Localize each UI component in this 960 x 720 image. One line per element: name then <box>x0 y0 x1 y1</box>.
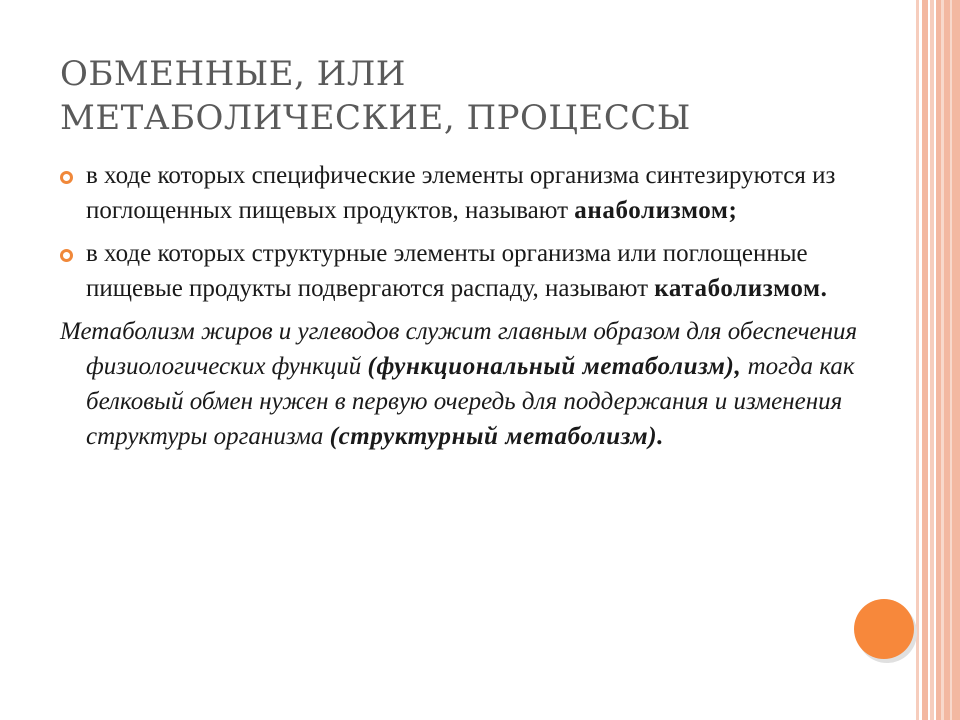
decorative-stripe <box>941 0 944 720</box>
paragraph-term-1: (функциональный метаболизм), <box>367 353 742 380</box>
title-line-2: МЕТАБОЛИЧЕСКИЕ, ПРОЦЕССЫ <box>60 98 691 138</box>
slide-title <box>60 52 900 140</box>
bullet-term: анаболизмом; <box>574 197 738 224</box>
decorative-stripe <box>930 0 934 720</box>
decorative-stripe <box>916 0 919 720</box>
orange-circle-decoration <box>854 599 914 659</box>
bullet-text: в ходе которых специфические элементы организма синтезируются из поглощенных пищевых продуктов, называют <box>86 162 836 224</box>
bullet-text: в ходе которых структурные элементы организма или поглощенные пищевые продукты подвергаются распаду, называют <box>86 240 808 302</box>
metabolism-paragraph <box>60 314 860 454</box>
paragraph-text-2: тогда как белковый обмен нужен в первую очередь для поддержания и изменения структуры организма <box>86 353 855 450</box>
bullet-item-anabolism <box>60 158 860 228</box>
bullet-item-catabolism <box>60 236 860 306</box>
bullet-term: катаболизмом. <box>654 275 828 302</box>
decorative-stripe <box>950 0 952 720</box>
paragraph-text-1: Метаболизм жиров и углеводов служит главным образом для обеспечения физиологических функций <box>60 318 858 380</box>
paragraph-term-2: (структурный метаболизм). <box>329 423 665 450</box>
slide-body <box>60 158 860 454</box>
ring-bullet-icon <box>60 171 73 184</box>
decorative-stripe <box>936 0 960 720</box>
ring-bullet-icon <box>60 249 73 262</box>
decorative-stripe <box>922 0 928 720</box>
title-line-1: ОБМЕННЫЕ, ИЛИ <box>60 54 406 94</box>
